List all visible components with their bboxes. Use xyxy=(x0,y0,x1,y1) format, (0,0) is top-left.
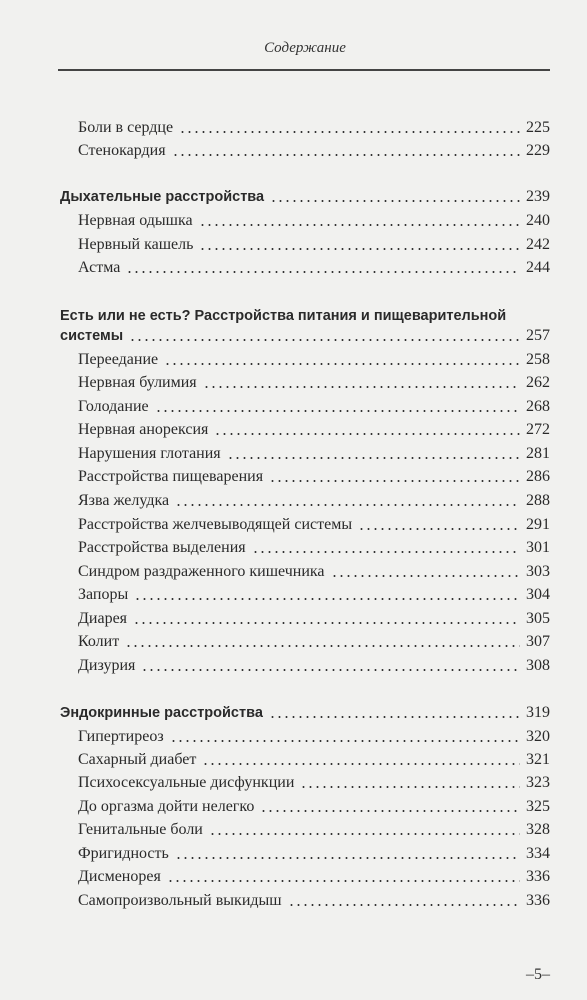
toc-entry-page: 304 xyxy=(526,586,550,603)
toc-entry[interactable] xyxy=(78,820,550,840)
toc-entry-title: Генитальные боли xyxy=(78,821,203,838)
toc-entry[interactable] xyxy=(78,538,550,558)
toc-entry-page: 301 xyxy=(526,539,550,556)
leader-dots xyxy=(126,271,520,273)
toc-entry-page: 336 xyxy=(526,868,550,885)
leader-dots xyxy=(125,645,520,647)
toc-entry-title: Сахарный диабет xyxy=(78,751,197,768)
toc-entry[interactable] xyxy=(78,444,550,464)
leader-dots xyxy=(175,504,520,506)
toc-entry-page: 242 xyxy=(526,236,550,253)
toc-entry[interactable] xyxy=(78,211,550,231)
toc-entry-title: Нервная анорексия xyxy=(78,421,209,438)
leader-dots xyxy=(134,598,520,600)
toc-section-entry[interactable] xyxy=(60,703,550,723)
toc-entry-page: 325 xyxy=(526,798,550,815)
toc-entry-title: Язва желудка xyxy=(78,492,170,509)
toc-entry-title: Нарушения глотания xyxy=(78,445,221,462)
leader-dots xyxy=(227,457,520,459)
toc-entry-title: Стенокардия xyxy=(78,142,166,159)
running-header: Содержание xyxy=(264,40,346,56)
toc-entry[interactable] xyxy=(78,141,550,161)
toc-entry-title: Психосексуальные дисфункции xyxy=(78,774,295,791)
leader-dots xyxy=(269,480,520,482)
toc-entry-page: 320 xyxy=(526,728,550,745)
leader-dots xyxy=(209,833,520,835)
toc-entry[interactable] xyxy=(78,844,550,864)
toc-entry-title: Голодание xyxy=(78,398,149,415)
leader-dots xyxy=(199,248,520,250)
leader-dots xyxy=(133,622,520,624)
toc-entry[interactable] xyxy=(78,397,550,417)
leader-dots xyxy=(358,528,520,530)
leader-dots xyxy=(170,740,520,742)
toc-section-heading: Есть или не есть? Расстройства питания и пищеварительной xyxy=(60,308,507,324)
toc-entry-title: Нервный кашель xyxy=(78,236,194,253)
toc-entry-title: Фригидность xyxy=(78,845,169,862)
leader-dots xyxy=(203,386,520,388)
toc-entry[interactable] xyxy=(78,750,550,770)
toc-entry-page: 305 xyxy=(526,610,550,627)
toc-entry-title: Дисменорея xyxy=(78,868,161,885)
leader-dots xyxy=(202,763,520,765)
leader-dots xyxy=(331,575,520,577)
toc-entry-title: Самопроизвольный выкидыш xyxy=(78,892,282,909)
leader-dots xyxy=(179,131,520,133)
toc-entry[interactable] xyxy=(78,867,550,887)
leader-dots xyxy=(260,810,520,812)
toc-entry[interactable] xyxy=(78,632,550,652)
toc-entry[interactable] xyxy=(78,420,550,440)
toc-section-entry[interactable] xyxy=(60,187,550,207)
toc-entry-page: 334 xyxy=(526,845,550,862)
leader-dots xyxy=(252,551,520,553)
toc-entry-title: Расстройства пищеварения xyxy=(78,468,264,485)
toc-entry-page: 229 xyxy=(526,142,550,159)
toc-entry-page: 286 xyxy=(526,468,550,485)
toc-entry[interactable] xyxy=(78,773,550,793)
toc-entry-title: Расстройства желчевыводящей системы xyxy=(78,516,353,533)
toc-entry-page: 336 xyxy=(526,892,550,909)
toc-entry-page: 244 xyxy=(526,259,550,276)
toc-entry[interactable] xyxy=(78,656,550,676)
toc-entry-page: 262 xyxy=(526,374,550,391)
leader-dots xyxy=(155,410,520,412)
toc-entry-page: 268 xyxy=(526,398,550,415)
leader-dots xyxy=(288,904,520,906)
toc-entry-page: 239 xyxy=(526,188,550,205)
toc-entry-page: 308 xyxy=(526,657,550,674)
toc-entry-title: Гипертиреоз xyxy=(78,728,164,745)
leader-dots xyxy=(164,363,520,365)
toc-entry-page: 257 xyxy=(526,327,550,344)
leader-dots xyxy=(270,200,520,202)
toc-entry-page: 225 xyxy=(526,119,550,136)
leader-dots xyxy=(167,880,520,882)
toc-entry[interactable] xyxy=(78,515,550,535)
toc-entry[interactable] xyxy=(78,891,550,911)
toc-entry-title: Синдром раздраженного кишечника xyxy=(78,563,325,580)
toc-entry-page: 328 xyxy=(526,821,550,838)
toc-entry[interactable] xyxy=(78,797,550,817)
page-number: –5– xyxy=(526,966,550,983)
toc-entry-title: Эндокринные расстройства xyxy=(60,705,263,721)
leader-dots xyxy=(129,339,520,341)
toc-entry[interactable] xyxy=(78,235,550,255)
toc-entry-page: 319 xyxy=(526,704,550,721)
toc-entry-title: Нервная одышка xyxy=(78,212,193,229)
leader-dots xyxy=(141,669,520,671)
toc-entry-title: системы xyxy=(60,328,124,344)
toc-entry[interactable] xyxy=(78,609,550,629)
toc-entry-title: Колит xyxy=(78,633,120,650)
toc-entry-page: 281 xyxy=(526,445,550,462)
leader-dots xyxy=(214,433,520,435)
toc-entry[interactable] xyxy=(78,258,550,278)
toc-section-entry[interactable] xyxy=(60,326,550,346)
toc-entry-title: Запоры xyxy=(78,586,129,603)
toc-entry-title: Боли в сердце xyxy=(78,119,174,136)
toc-entry-title: Диарея xyxy=(78,610,128,627)
toc-entry-page: 323 xyxy=(526,774,550,791)
toc-entry[interactable] xyxy=(78,350,550,370)
toc-entry[interactable] xyxy=(78,585,550,605)
toc-entry-page: 240 xyxy=(526,212,550,229)
toc-entry-title: Нервная булимия xyxy=(78,374,197,391)
toc-entry-title: До оргазма дойти нелегко xyxy=(78,798,255,815)
toc-entry[interactable] xyxy=(78,373,550,393)
toc-entry[interactable] xyxy=(78,562,550,582)
toc-entry-title: Переедание xyxy=(78,351,159,368)
toc-entry-page: 307 xyxy=(526,633,550,650)
toc-entry-page: 272 xyxy=(526,421,550,438)
leader-dots xyxy=(175,857,520,859)
leader-dots xyxy=(300,786,520,788)
toc-entry-page: 321 xyxy=(526,751,550,768)
toc-entry-title: Дыхательные расстройства xyxy=(60,189,265,205)
toc-entry[interactable] xyxy=(78,491,550,511)
toc-entry[interactable] xyxy=(78,467,550,487)
toc-entry-title: Астма xyxy=(78,259,121,276)
toc-entry[interactable] xyxy=(78,118,550,138)
toc-entry-page: 258 xyxy=(526,351,550,368)
toc-entry-title: Дизурия xyxy=(78,657,136,674)
toc-entry-page: 291 xyxy=(526,516,550,533)
toc-entry-title: Расстройства выделения xyxy=(78,539,246,556)
toc-entry-page: 303 xyxy=(526,563,550,580)
toc-entry-page: 288 xyxy=(526,492,550,509)
leader-dots xyxy=(172,154,520,156)
leader-dots xyxy=(269,716,520,718)
leader-dots xyxy=(199,224,520,226)
toc-entry[interactable] xyxy=(78,727,550,747)
